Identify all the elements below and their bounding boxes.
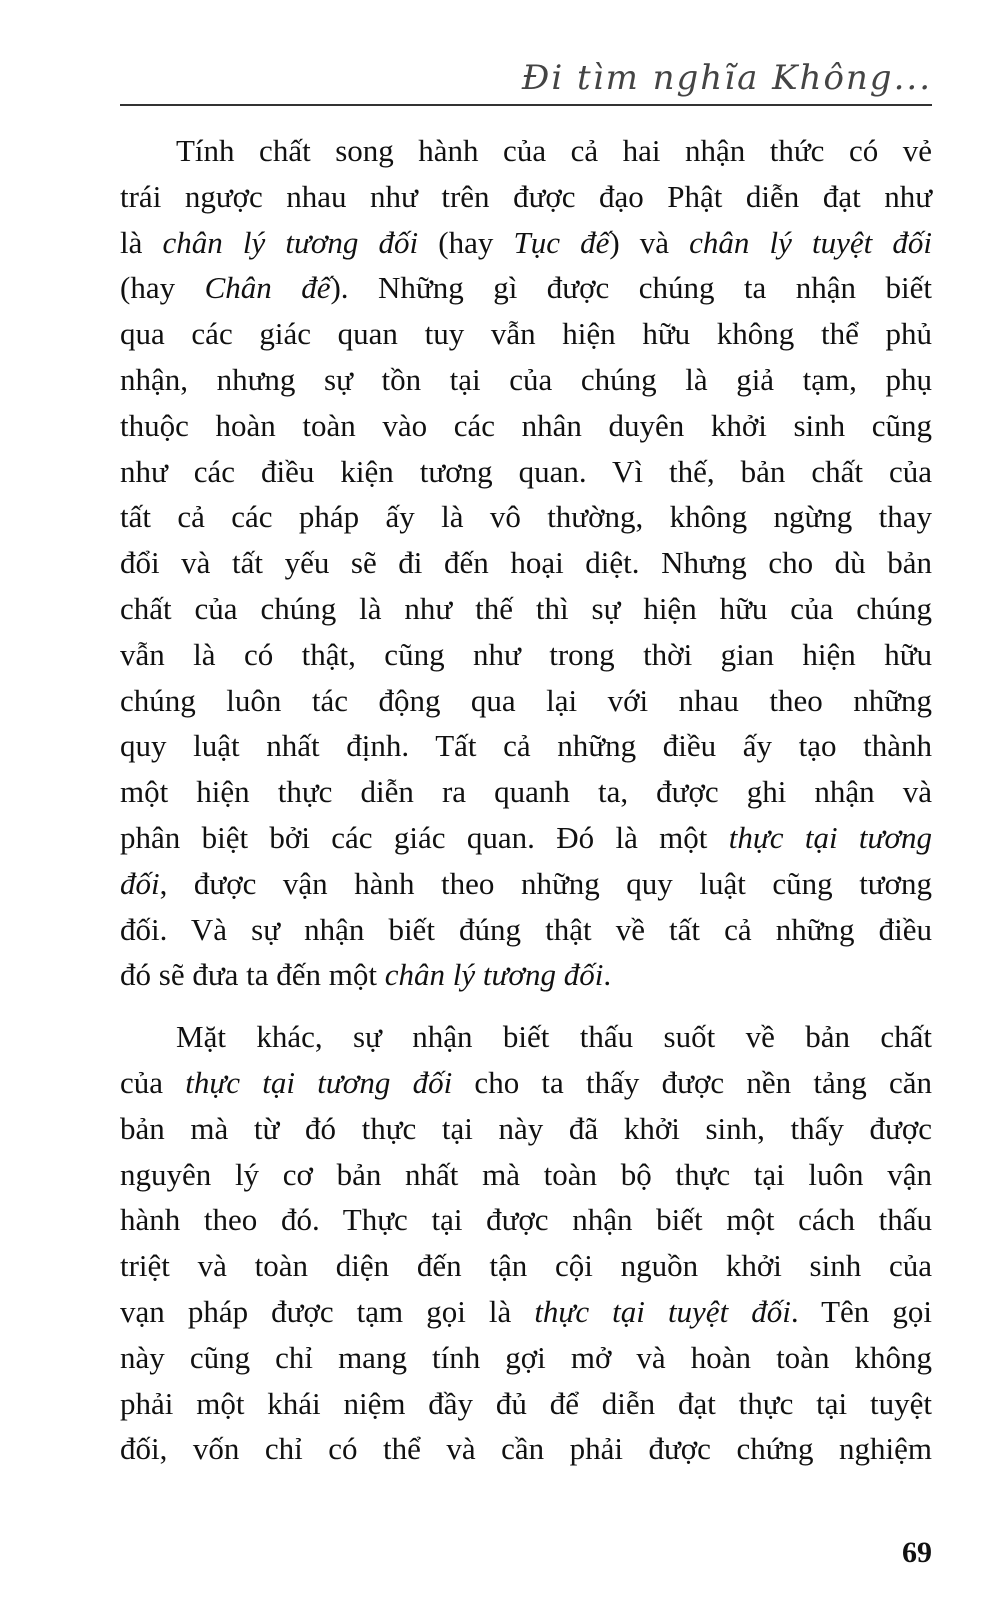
running-header [120, 52, 932, 106]
italic-term: Chân đế [204, 270, 331, 306]
text-segment: tất cả các pháp ấy là vô thường, không ngừng thay [120, 499, 932, 535]
text-segment: . Tên gọi [790, 1293, 932, 1329]
text-line [120, 1106, 932, 1152]
text-line [120, 907, 932, 953]
text-segment: đó sẽ đưa ta đến một [120, 957, 385, 993]
text-line [120, 1243, 932, 1289]
text-line [120, 1060, 932, 1106]
text-segment: này cũng chỉ mang tính gợi mở và hoàn toàn không [120, 1339, 932, 1375]
italic-term: thực tại tuyệt đối [534, 1293, 791, 1329]
text-segment: thuộc hoàn toàn vào các nhân duyên khởi sinh cũng [120, 407, 932, 443]
text-line [120, 174, 932, 220]
text-line [120, 357, 932, 403]
text-segment: một hiện thực diễn ra quanh ta, được ghi nhận và [120, 774, 932, 810]
text-segment: nhận, nhưng sự tồn tại của chúng là giả tạm, phụ [120, 361, 932, 397]
italic-term: thực tại tương đối [185, 1064, 453, 1100]
text-line [120, 678, 932, 724]
italic-term: Tục đế [513, 224, 610, 260]
text-segment: đối. Và sự nhận biết đúng thật về tất cả những điều [120, 911, 932, 947]
text-segment: chúng luôn tác động qua lại với nhau theo những [120, 682, 932, 718]
page-number: 69 [902, 1536, 932, 1569]
text-line [120, 1014, 932, 1060]
text-line [120, 220, 932, 266]
text-line [120, 1426, 932, 1472]
text-line [120, 1152, 932, 1198]
text-segment: qua các giác quan tuy vẫn hiện hữu không thể phủ [120, 316, 932, 352]
italic-term: chân lý tương đối [162, 224, 419, 260]
italic-term: thực tại tương [728, 819, 932, 855]
italic-term: chân lý tuyệt đối [689, 224, 932, 260]
text-segment: đổi và tất yếu sẽ đi đến hoại diệt. Nhưng cho dù bản [120, 545, 932, 581]
text-segment: (hay [120, 270, 205, 306]
text-segment: phân biệt bởi các giác quan. Đó là một [120, 819, 729, 855]
text-segment: vạn pháp được tạm gọi là [120, 1293, 535, 1329]
text-line [120, 1381, 932, 1427]
text-line [120, 723, 932, 769]
text-line [120, 1197, 932, 1243]
text-line [120, 128, 932, 174]
text-line [120, 952, 932, 998]
text-line [120, 540, 932, 586]
text-segment: trái ngược nhau như trên được đạo Phật diễn đạt như [120, 178, 932, 214]
text-line [120, 494, 932, 540]
text-line [120, 769, 932, 815]
text-line [120, 1335, 932, 1381]
page-body [120, 128, 932, 1488]
text-segment: (hay [418, 224, 514, 260]
text-segment: ) và [609, 224, 690, 260]
text-line [120, 403, 932, 449]
text-line [120, 861, 932, 907]
italic-term: đối [120, 865, 160, 901]
text-segment: , được vận hành theo những quy luật cũng tương [159, 865, 932, 901]
text-line [120, 265, 932, 311]
text-segment: ). Những gì được chúng ta nhận biết [330, 270, 932, 306]
text-line [120, 815, 932, 861]
text-segment: vẫn là có thật, cũng như trong thời gian hiện hữu [120, 636, 932, 672]
text-line [120, 449, 932, 495]
text-segment: Mặt khác, sự nhận biết thấu suốt về bản chất [176, 1019, 932, 1055]
running-header-title: Đi tìm nghĩa Không... [521, 58, 932, 98]
text-segment: nguyên lý cơ bản nhất mà toàn bộ thực tại luôn vận [120, 1156, 932, 1192]
text-segment: quy luật nhất định. Tất cả những điều ấy tạo thành [120, 728, 932, 764]
text-segment: chất của chúng là như thế thì sự hiện hữu của chúng [120, 590, 932, 626]
text-segment: của [120, 1064, 186, 1100]
text-segment: phải một khái niệm đầy đủ để diễn đạt thực tại tuyệt [120, 1385, 932, 1421]
paragraph [120, 128, 932, 998]
text-segment: triệt và toàn diện đến tận cội nguồn khởi sinh của [120, 1248, 932, 1284]
text-segment: hành theo đó. Thực tại được nhận biết một cách thấu [120, 1202, 932, 1238]
text-segment: như các điều kiện tương quan. Vì thế, bản chất của [120, 453, 932, 489]
text-segment: . [603, 957, 612, 993]
text-segment: bản mà từ đó thực tại này đã khởi sinh, thấy được [120, 1110, 932, 1146]
text-line [120, 586, 932, 632]
text-line [120, 1289, 932, 1335]
text-segment: đối, vốn chỉ có thể và cần phải được chứng nghiệm [120, 1431, 932, 1467]
italic-term: chân lý tương đối [384, 957, 604, 993]
text-segment: là [120, 224, 163, 260]
text-segment: cho ta thấy được nền tảng căn [452, 1064, 932, 1100]
text-segment: Tính chất song hành của cả hai nhận thức có vẻ [176, 133, 932, 168]
text-line [120, 632, 932, 678]
paragraph [120, 1014, 932, 1472]
text-line [120, 311, 932, 357]
